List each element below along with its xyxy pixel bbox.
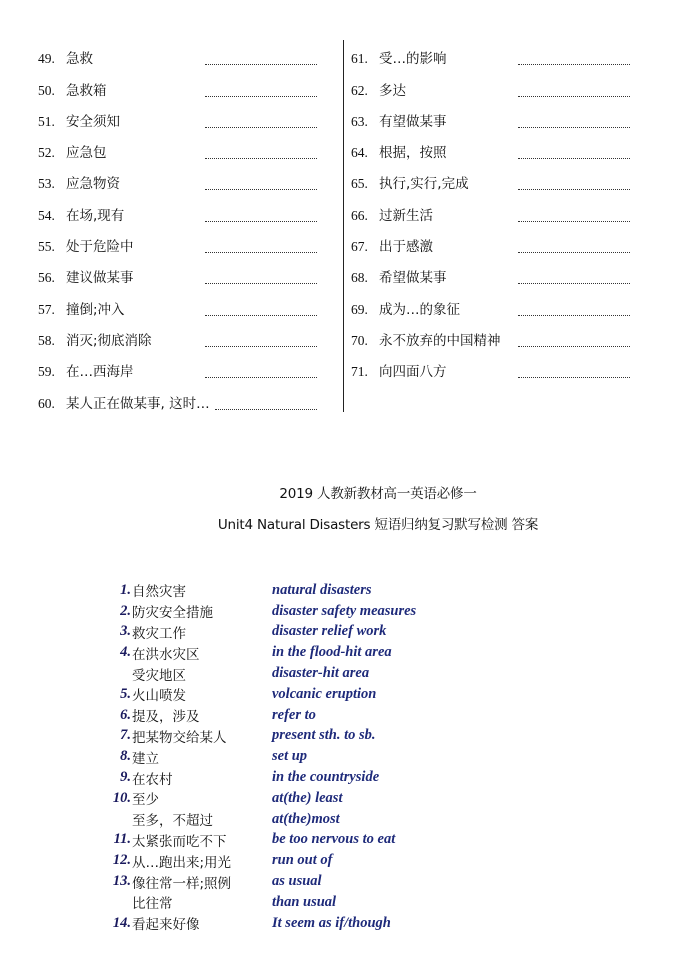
answer-blank[interactable]	[205, 345, 317, 347]
question-number: 64.	[351, 145, 368, 161]
question-number: 57.	[38, 301, 55, 317]
answer-row	[100, 850, 600, 871]
answer-english: set up	[272, 748, 308, 765]
answer-blank[interactable]	[518, 282, 630, 284]
question-text: 出于感激	[379, 239, 433, 256]
answer-row	[100, 663, 600, 684]
answer-number: 7.	[120, 727, 131, 744]
question-row	[38, 382, 320, 413]
question-number: 53.	[38, 176, 55, 192]
answer-title-line2: Unit4 Natural Disasters 短语归纳复习默写检测 答案	[217, 517, 539, 533]
answer-english: as usual	[272, 873, 322, 890]
question-number: 55.	[38, 239, 55, 255]
question-text: 永不放弃的中国精神	[379, 332, 501, 349]
answer-blank[interactable]	[205, 314, 317, 316]
answer-number: 5.	[120, 685, 131, 702]
answer-chinese: 防灾安全措施	[132, 605, 213, 622]
column-divider	[343, 40, 344, 412]
question-row	[351, 288, 633, 319]
answer-number: 9.	[120, 769, 131, 786]
answer-row	[100, 642, 600, 663]
question-text: 多达	[379, 82, 406, 99]
answer-row	[100, 580, 600, 601]
answer-row	[100, 746, 600, 767]
question-row	[351, 132, 633, 163]
answer-row	[100, 913, 600, 934]
answer-blank[interactable]	[518, 251, 630, 253]
answer-english: at(the)most	[272, 810, 340, 827]
answer-chinese: 看起来好像	[132, 917, 200, 934]
answer-chinese: 比往常	[132, 896, 173, 913]
question-row	[38, 194, 320, 225]
question-number: 58.	[38, 332, 55, 348]
question-row	[38, 38, 320, 69]
answer-row	[100, 871, 600, 892]
question-text: 某人正在做某事, 这时…	[66, 395, 210, 412]
question-number: 50.	[38, 82, 55, 98]
answer-blank[interactable]	[205, 220, 317, 222]
answer-chinese: 建立	[132, 750, 159, 767]
answer-number: 8.	[120, 748, 131, 765]
question-text: 急救箱	[66, 82, 107, 99]
question-number: 69.	[351, 301, 368, 317]
answer-number: 1.	[120, 581, 131, 598]
question-number: 70.	[351, 332, 368, 348]
answer-blank[interactable]	[518, 63, 630, 65]
question-row	[38, 226, 320, 257]
answer-row	[100, 809, 600, 830]
answer-row	[100, 892, 600, 913]
answer-chinese: 把某物交给某人	[132, 729, 227, 746]
answer-row	[100, 788, 600, 809]
answer-blank[interactable]	[518, 376, 630, 378]
question-number: 60.	[38, 395, 55, 411]
answer-blank[interactable]	[205, 251, 317, 253]
question-row	[351, 69, 633, 100]
answer-row	[100, 622, 600, 643]
answer-chinese: 火山喷发	[132, 688, 186, 705]
question-row	[38, 351, 320, 382]
answer-english: disaster-hit area	[272, 665, 370, 682]
answer-chinese: 自然灾害	[132, 584, 186, 601]
question-number: 56.	[38, 270, 55, 286]
question-row	[351, 38, 633, 69]
question-number: 67.	[351, 239, 368, 255]
question-text: 在场,现有	[66, 207, 125, 224]
answer-english: than usual	[272, 893, 337, 910]
answer-blank[interactable]	[518, 188, 630, 190]
answer-english: refer to	[272, 706, 316, 723]
answer-blank[interactable]	[215, 408, 317, 410]
question-text: 应急包	[66, 145, 107, 162]
question-text: 执行,实行,完成	[379, 176, 469, 193]
question-number: 68.	[351, 270, 368, 286]
answer-blank[interactable]	[518, 345, 630, 347]
question-number: 61.	[351, 51, 368, 67]
question-text: 在…西海岸	[66, 364, 134, 381]
answer-english: natural disasters	[272, 581, 372, 598]
question-text: 撞倒;冲入	[66, 301, 125, 318]
question-text: 急救	[66, 51, 93, 68]
question-text: 根据，按照	[379, 145, 447, 162]
question-number: 63.	[351, 113, 368, 129]
answer-chinese: 在农村	[132, 771, 173, 788]
answer-list	[100, 580, 600, 934]
answer-blank[interactable]	[205, 95, 317, 97]
answer-english: volcanic eruption	[272, 685, 377, 702]
question-text: 建议做某事	[66, 270, 134, 287]
answer-blank[interactable]	[205, 282, 317, 284]
answer-english: disaster relief work	[272, 623, 387, 640]
question-text: 消灭;彻底消除	[66, 332, 152, 349]
answer-english: disaster safety measures	[272, 602, 417, 619]
answer-blank[interactable]	[205, 63, 317, 65]
answer-english: in the flood-hit area	[272, 644, 392, 661]
question-number: 62.	[351, 82, 368, 98]
answer-number: 4.	[120, 644, 131, 661]
question-row	[351, 101, 633, 132]
question-text: 过新生活	[379, 207, 433, 224]
question-row	[38, 257, 320, 288]
question-row	[351, 351, 633, 382]
answer-blank[interactable]	[205, 157, 317, 159]
answer-blank[interactable]	[518, 220, 630, 222]
answer-number: 13.	[112, 873, 131, 890]
answer-blank[interactable]	[205, 188, 317, 190]
answer-blank[interactable]	[518, 157, 630, 159]
answer-row	[100, 684, 600, 705]
answer-number: 11.	[113, 831, 131, 848]
answer-english: at(the) least	[272, 789, 343, 806]
answer-number: 2.	[120, 602, 131, 619]
answer-row	[100, 830, 600, 851]
question-number: 51.	[38, 113, 55, 129]
answer-chinese: 在洪水灾区	[132, 646, 200, 663]
answer-english: present sth. to sb.	[272, 727, 376, 744]
answer-blank[interactable]	[518, 126, 630, 128]
answer-chinese: 救灾工作	[132, 625, 186, 642]
question-row	[351, 226, 633, 257]
answer-chinese: 至多，不超过	[132, 813, 213, 830]
question-text: 处于危险中	[66, 239, 134, 256]
answer-number: 12.	[112, 852, 131, 869]
question-row	[38, 69, 320, 100]
answer-blank[interactable]	[518, 95, 630, 97]
answer-number: 14.	[112, 914, 131, 931]
answer-chinese: 提及，涉及	[132, 709, 200, 726]
question-number: 54.	[38, 207, 55, 223]
question-number: 59.	[38, 364, 55, 380]
question-row	[38, 288, 320, 319]
question-text: 向四面八方	[379, 364, 447, 381]
answer-number: 10.	[112, 789, 131, 806]
question-row	[38, 320, 320, 351]
question-text: 受…的影响	[379, 51, 447, 68]
question-text: 安全须知	[66, 113, 120, 130]
answer-blank[interactable]	[518, 314, 630, 316]
question-text: 应急物资	[66, 176, 120, 193]
question-number: 52.	[38, 145, 55, 161]
question-row	[351, 163, 633, 194]
answer-english: in the countryside	[272, 769, 380, 786]
question-text: 成为…的象征	[379, 301, 460, 318]
answer-chinese: 从…跑出来;用光	[132, 854, 232, 871]
answer-row	[100, 601, 600, 622]
answer-chinese: 像往常一样;照例	[132, 875, 232, 892]
answer-number: 3.	[120, 623, 131, 640]
question-column-left	[38, 38, 320, 414]
answer-english: It seem as if/though	[272, 914, 391, 931]
question-number: 71.	[351, 364, 368, 380]
answer-row	[100, 767, 600, 788]
question-number: 66.	[351, 207, 368, 223]
question-row	[38, 132, 320, 163]
question-text: 希望做某事	[379, 270, 447, 287]
question-column-right	[351, 38, 633, 382]
answer-chinese: 受灾地区	[132, 667, 186, 684]
question-number: 65.	[351, 176, 368, 192]
answer-chinese: 至少	[132, 792, 159, 809]
answer-row	[100, 705, 600, 726]
question-row	[38, 163, 320, 194]
answer-chinese: 太紧张而吃不下	[132, 833, 227, 850]
answer-blank[interactable]	[205, 376, 317, 378]
question-row	[351, 320, 633, 351]
answer-blank[interactable]	[205, 126, 317, 128]
answer-title-line1: 2019 人教新教材高一英语必修一	[279, 486, 477, 502]
answer-english: run out of	[272, 852, 333, 869]
question-row	[351, 194, 633, 225]
answer-row	[100, 726, 600, 747]
question-row	[38, 101, 320, 132]
question-number: 49.	[38, 51, 55, 67]
answer-number: 6.	[120, 706, 131, 723]
answer-english: be too nervous to eat	[272, 831, 396, 848]
question-text: 有望做某事	[379, 113, 447, 130]
question-row	[351, 257, 633, 288]
